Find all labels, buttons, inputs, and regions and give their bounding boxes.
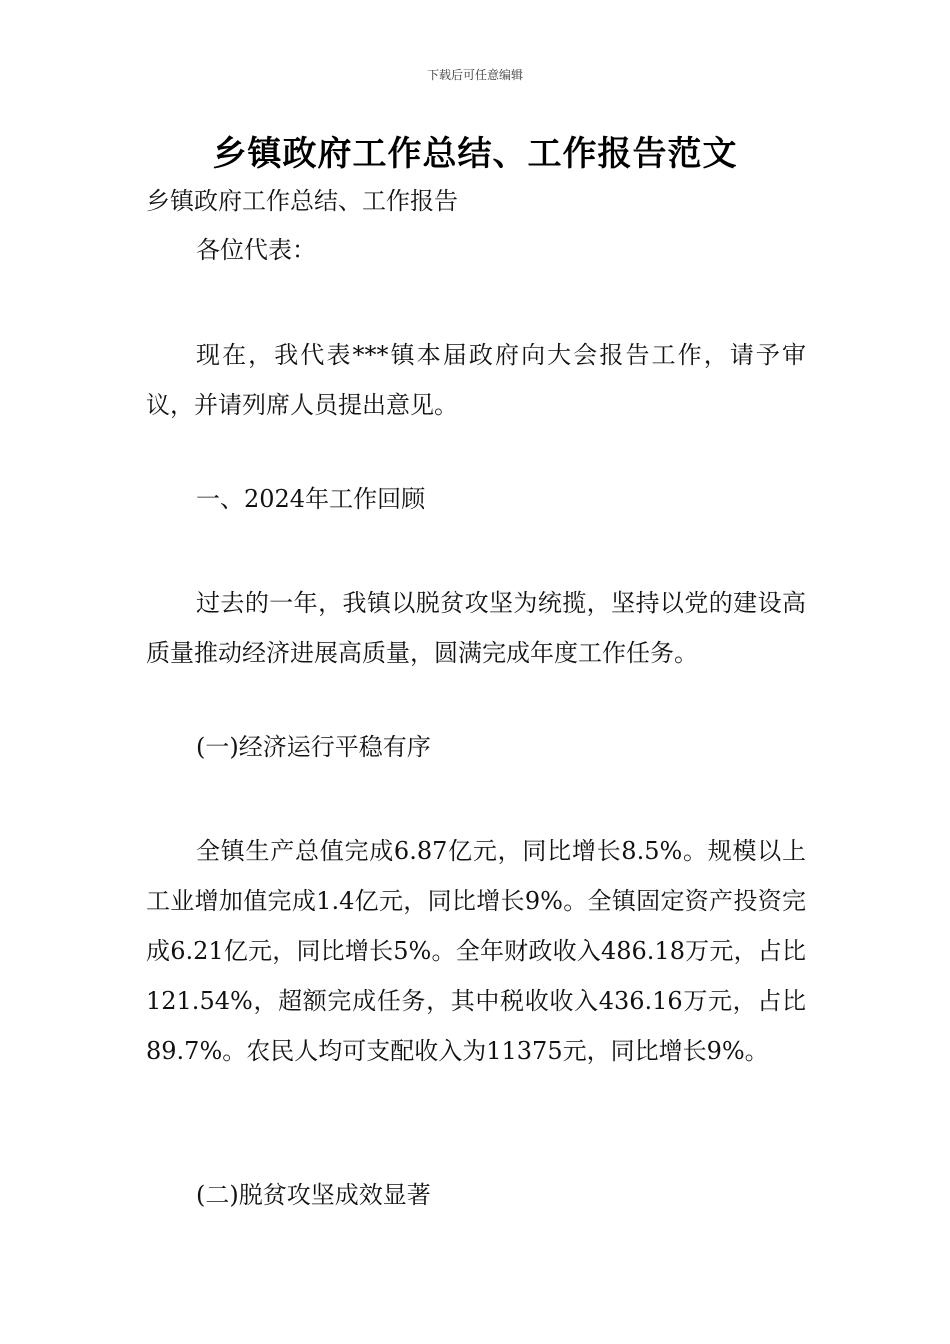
paragraph-intro: 现在，我代表***镇本届政府向大会报告工作，请予审议，并请列席人员提出意见。	[146, 341, 806, 419]
header-note: 下载后可任意编辑	[426, 68, 523, 82]
subsection-heading-economy: (一)经济运行平稳有序	[196, 733, 431, 761]
document-title: 乡镇政府工作总结、工作报告范文	[212, 134, 738, 174]
paragraph-past-year: 过去的一年，我镇以脱贫攻坚为统揽，坚持以党的建设高质量推动经济进展高质量，圆满完成年度工作任务。	[146, 589, 806, 667]
section-heading-review: 一、2024年工作回顾	[196, 485, 426, 513]
document-subtitle: 乡镇政府工作总结、工作报告	[146, 187, 458, 215]
salutation: 各位代表：	[196, 236, 316, 264]
subsection-heading-poverty: (二)脱贫攻坚成效显著	[196, 1181, 431, 1209]
paragraph-economy: 全镇生产总值完成6.87亿元，同比增长8.5%。规模以上工业增加值完成1.4亿元，同比增长9%。全镇固定资产投资完成6.21亿元，同比增长5%。全年财政收入486.18万元，占比121.54%，超额完成任务，其中税收收入436.16万元，占比89.7%。农民人均可支配收入为11375元，同比增长9%。	[146, 837, 806, 1065]
